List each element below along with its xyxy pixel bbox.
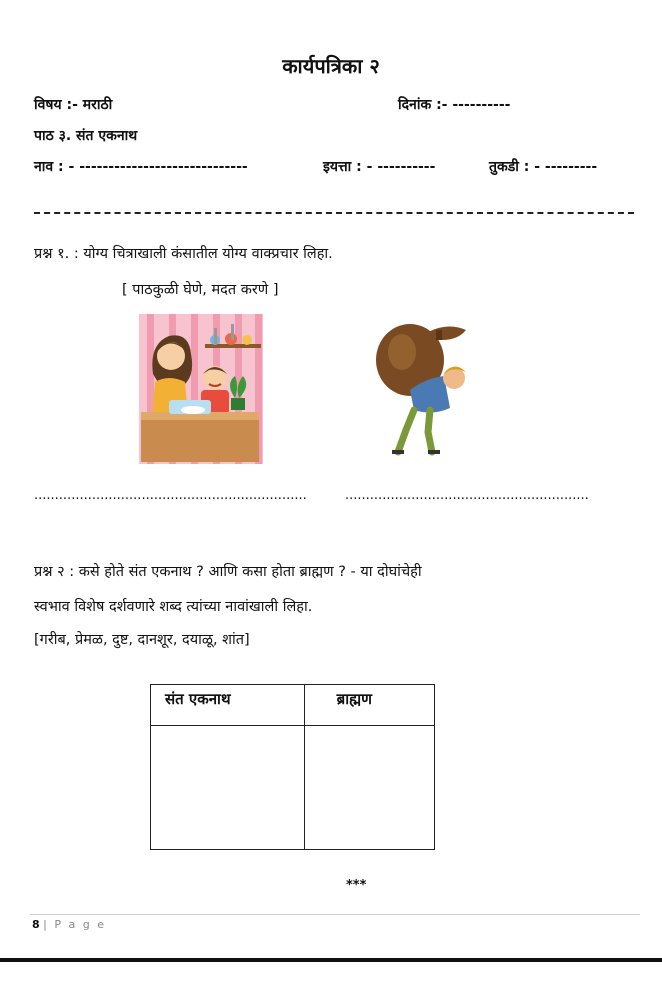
table-cell-eknath — [151, 726, 305, 850]
answer-table — [150, 684, 435, 850]
question2-words: [गरीब, प्रेमळ, दुष्ट, दानशूर, दयाळू, शांत] — [34, 632, 250, 648]
man-carrying-sack-image — [370, 318, 474, 458]
table-cell-brahmin — [304, 726, 434, 850]
subject-label: विषय :- मराठी — [34, 97, 113, 113]
answer-blank-left: .................................................................. — [34, 488, 307, 503]
kitchen-helping-image — [139, 314, 263, 464]
page-footer — [32, 918, 106, 931]
section-divider — [34, 212, 634, 214]
bottom-border — [0, 958, 662, 962]
table-header-brahmin: ब्राह्मण — [304, 685, 434, 726]
question1-options: [ पाठकुळी घेणे, मदत करणे ] — [122, 282, 279, 298]
division-field: तुकडी : - --------- — [489, 159, 598, 175]
page-label: | P a g e — [43, 918, 106, 931]
date-label: दिनांक :- ---------- — [398, 97, 511, 113]
class-field: इयत्ता : - ---------- — [323, 159, 436, 175]
worksheet-title: कार्यपत्रिका २ — [282, 54, 380, 78]
page-number: 8 — [32, 918, 40, 931]
table-header-eknath: संत एकनाथ — [151, 685, 305, 726]
end-mark: *** — [346, 878, 367, 893]
footer-divider — [30, 914, 640, 915]
answer-blank-right: ........................................................... — [345, 488, 589, 503]
lesson-label: पाठ ३. संत एकनाथ — [34, 128, 138, 144]
question1-prompt: प्रश्न १. : योग्य चित्राखाली कंसातील योग्य वाक्प्रचार लिहा. — [34, 246, 333, 262]
question2-line2: स्वभाव विशेष दर्शवणारे शब्द त्यांच्या नावांखाली लिहा. — [34, 599, 313, 615]
question2-line1: प्रश्न २ : कसे होते संत एकनाथ ? आणि कसा होता ब्राह्मण ? - या दोघांचेही — [34, 564, 422, 580]
name-field: नाव : - ----------------------------- — [34, 159, 248, 175]
